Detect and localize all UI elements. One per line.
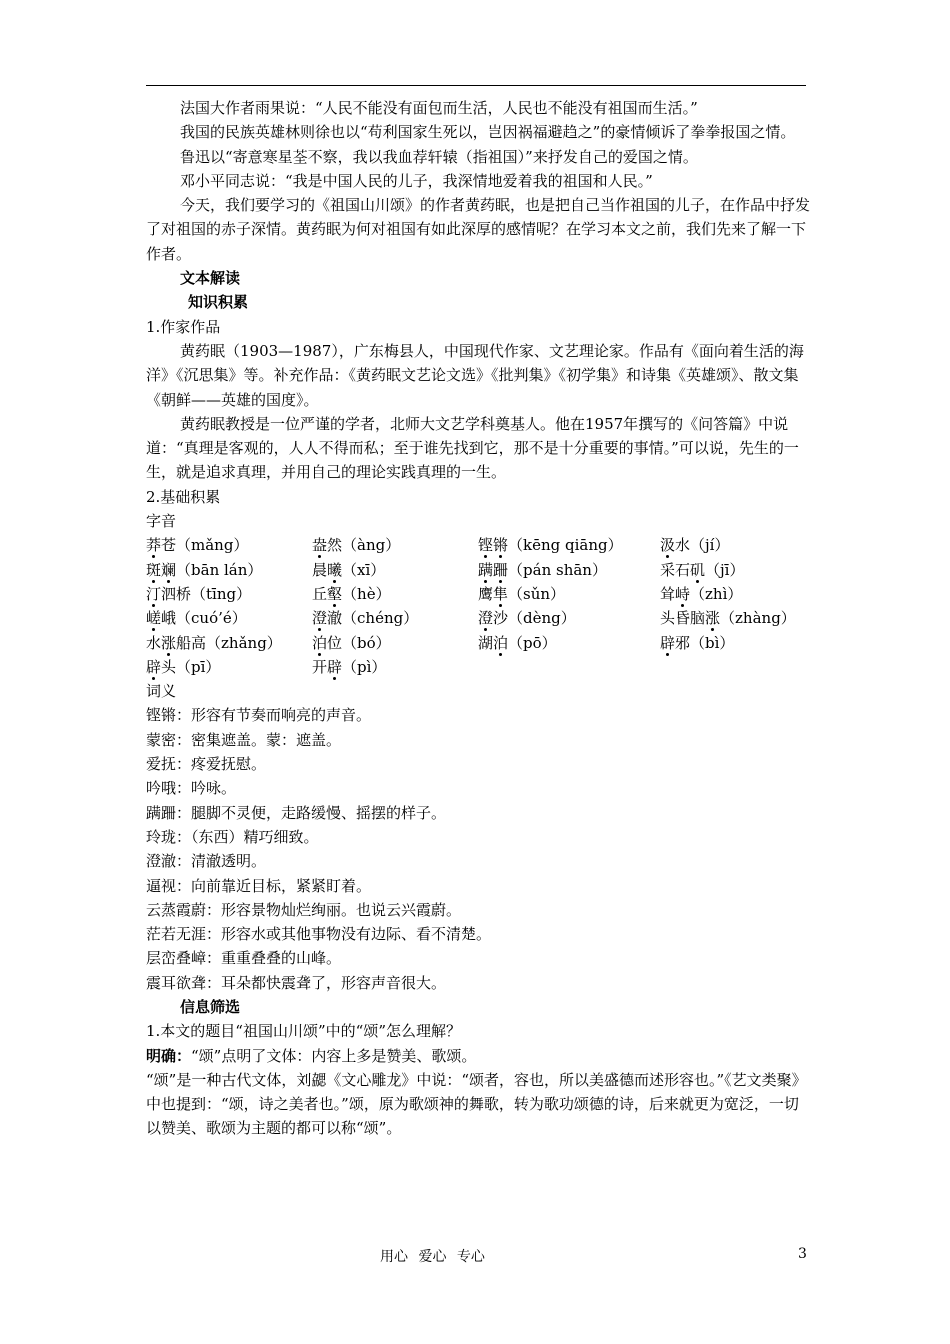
meaning-item: 铿锵：形容有节奏而响亮的声音。 xyxy=(146,706,372,725)
pronunciation-item: 采石矶（jī） xyxy=(660,560,745,579)
intro-paragraph: 我国的民族英雄林则徐也以“苟利国家生死以，岂因祸福避趋之”的豪情倾诉了拳拳报国之情。 xyxy=(180,123,796,142)
emphasis-char: 澄 xyxy=(312,609,328,628)
emphasis-char: 辟 xyxy=(660,633,676,652)
emphasis-char: 汀 xyxy=(146,584,162,603)
emphasis-char: 辟 xyxy=(146,657,162,676)
author-paragraph: 黄药眠（1903—1987），广东梅县人，中国现代作家、文艺理论家。作品有《面向着生活的海洋》《沉思集》等。补充作品：《黄药眠文艺论文选》《批判集》《初学集》和诗集《英雄颂》、散文集《朝鲜——英雄的国度》。 xyxy=(146,341,804,409)
meaning-item: 吟哦：吟咏。 xyxy=(146,779,237,798)
pronunciation-item: 辟邪（bì） xyxy=(660,633,735,652)
author-paragraph: 黄药眠教授是一位严谨的学者，北师大文艺学科奠基人。他在1957年撰写的《问答篇》中说道：“真理是客观的，人人不得而私；至于谁先找到它，那不是十分重要的事情。”可以说，先生的一生，就是追求真理，并用自己的理论实践真理的一生。 xyxy=(146,414,799,482)
meaning-item: 爱抚：疼爱抚慰。 xyxy=(146,755,267,774)
emphasis-char: 涨 xyxy=(705,609,721,628)
page-number: 3 xyxy=(798,1246,807,1262)
meaning-list xyxy=(146,703,810,995)
intro-paragraph: 鲁迅以“寄意寒星荃不察，我以我血荐轩辕（指祖国）”来抒发自己的爱国之情。 xyxy=(180,147,698,166)
pronunciation-item: 澄澈（chéng） xyxy=(312,609,419,628)
screening-title: 信息筛选 xyxy=(180,997,241,1016)
emphasis-char: 汲 xyxy=(660,536,676,555)
emphasis-char: 隼 xyxy=(493,584,509,603)
pronunciation-item: 汲水（jí） xyxy=(660,536,730,555)
pronunciation-item: 盎然（àng） xyxy=(312,536,401,555)
page-body xyxy=(146,96,810,1141)
meaning-item: 茫若无涯：形容水或其他事物没有边际、看不清楚。 xyxy=(146,925,492,944)
emphasis-char: 澄 xyxy=(478,609,494,628)
pronunciation-item: 蹒跚（pán shān） xyxy=(478,560,607,579)
pronunciation-item: 嵯峨（cuó’é） xyxy=(146,609,247,628)
emphasis-char: 嵯 xyxy=(146,609,162,628)
pronunciation-item: 铿锵（kēng qiāng） xyxy=(478,536,623,555)
pronunciation-item: 泊位（bó） xyxy=(312,633,391,652)
pronunciation-item: 头昏脑涨（zhàng） xyxy=(660,609,796,628)
emphasis-char: 峙 xyxy=(675,584,691,603)
pronunciation-item: 水涨船高（zhǎng） xyxy=(146,633,282,652)
meaning-item: 层峦叠嶂：重重叠叠的山峰。 xyxy=(146,949,342,968)
pronunciation-item: 斑斓（bān lán） xyxy=(146,560,263,579)
explanation-paragraph: “颂”是一种古代文体，刘勰《文心雕龙》中说：“颂者，容也，所以美盛德而述形容也。”《艺文类聚》中也提到：“颂，诗之美者也。”颂，原为歌颂神的舞歌，转为歌功颂德的诗，后来就更为宽泛，一切以赞美、歌颂为主题的都可以称“颂”。 xyxy=(146,1070,807,1138)
emphasis-char: 曦 xyxy=(327,560,343,579)
pronunciation-item: 开辟（pì） xyxy=(312,657,387,676)
emphasis-char: 泊 xyxy=(312,633,328,652)
pronunciation-item: 莽苍（mǎng） xyxy=(146,536,249,555)
screening-question: 1.本文的题目“祖国山川颂”中的“颂”怎么理解？ xyxy=(146,1022,461,1041)
emphasis-char: 斑斓 xyxy=(146,560,177,579)
footer-text: 用心 爱心 专心 xyxy=(380,1249,485,1265)
emphasis-char: 辟 xyxy=(327,657,343,676)
header-rule xyxy=(146,85,806,86)
meaning-item: 玲珑：（东西）精巧细致。 xyxy=(146,827,319,846)
emphasis-char: 蹒跚 xyxy=(478,560,509,579)
emphasis-char: 莽 xyxy=(146,536,162,555)
pronunciation-item: 湖泊（pō） xyxy=(478,633,557,652)
emphasis-char: 壑 xyxy=(327,584,343,603)
author-heading: 1.作家作品 xyxy=(146,317,221,336)
pronunciation-item: 丘壑（hè） xyxy=(312,584,391,603)
emphasis-char: 铿锵 xyxy=(478,536,509,555)
knowledge-title: 知识积累 xyxy=(188,293,249,312)
meaning-item: 震耳欲聋：耳朵都快震聋了，形容声音很大。 xyxy=(146,973,447,992)
meaning-item: 澄澈：清澈透明。 xyxy=(146,852,267,871)
meaning-item: 逼视：向前靠近目标，紧紧盯着。 xyxy=(146,876,372,895)
emphasis-char: 盎 xyxy=(312,536,328,555)
answer-line xyxy=(146,1044,810,1068)
section-title: 文本解读 xyxy=(180,269,241,288)
pronunciation-grid xyxy=(146,533,810,679)
pronunciation-item: 澄沙（dèng） xyxy=(478,609,576,628)
intro-paragraph: 今天，我们要学习的《祖国山川颂》的作者黄药眠，也是把自己当作祖国的儿子，在作品中抒发了对祖国的赤子深情。黄药眠为何对祖国有如此深厚的感情呢？在学习本文之前，我们先来了解一下作者。 xyxy=(146,196,811,263)
emphasis-char: 涨 xyxy=(161,633,177,652)
emphasis-char: 矶 xyxy=(690,560,706,579)
answer-label: 明确： xyxy=(146,1046,192,1065)
intro-paragraph: 邓小平同志说：“我是中国人民的儿子，我深情地爱着我的祖国和人民。” xyxy=(180,171,653,190)
pronunciation-label: 字音 xyxy=(146,512,177,531)
meaning-item: 蒙密：密集遮盖。蒙：遮盖。 xyxy=(146,730,342,749)
pronunciation-item: 晨曦（xī） xyxy=(312,560,386,579)
basic-heading: 2.基础积累 xyxy=(146,487,221,506)
meaning-item: 蹒跚：腿脚不灵便，走路缓慢、摇摆的样子。 xyxy=(146,803,447,822)
emphasis-char: 泊 xyxy=(493,633,509,652)
pronunciation-item: 汀泗桥（tīng） xyxy=(146,584,252,603)
meaning-label: 词义 xyxy=(146,682,177,701)
intro-paragraph: 法国大作者雨果说：“人民不能没有面包而生活，人民也不能没有祖国而生活。” xyxy=(180,99,698,117)
meaning-item: 云蒸霞蔚：形容景物灿烂绚丽。也说云兴霞蔚。 xyxy=(146,900,462,919)
pronunciation-item: 鹰隼（sǔn） xyxy=(478,584,566,603)
pronunciation-item: 辟头（pī） xyxy=(146,657,221,676)
pronunciation-item: 耸峙（zhì） xyxy=(660,584,743,603)
answer-text: “颂”点明了文体：内容上多是赞美、歌颂。 xyxy=(191,1046,477,1065)
